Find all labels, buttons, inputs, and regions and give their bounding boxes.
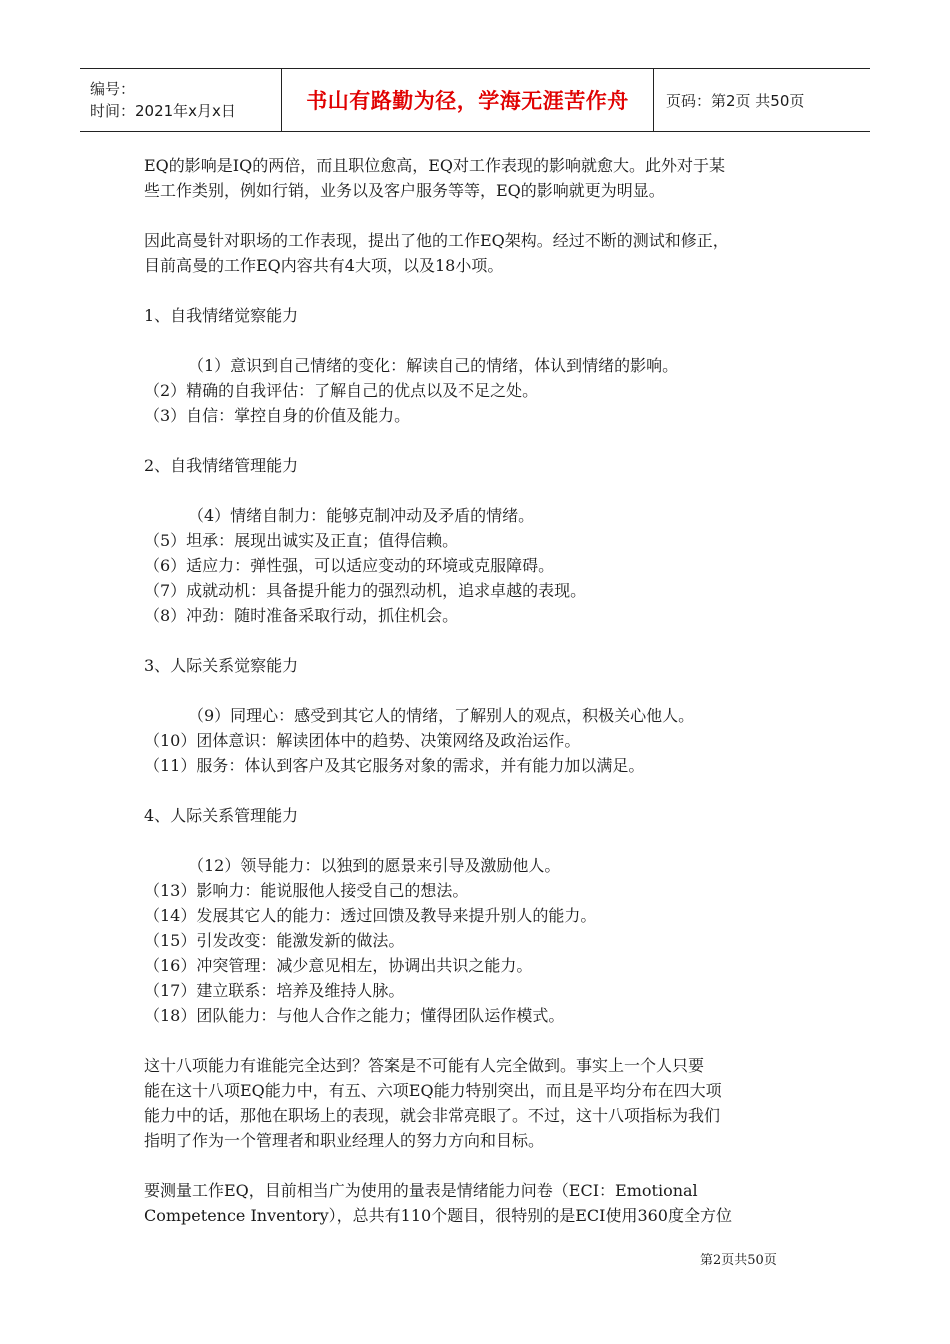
paragraph-line: 能力中的话，那他在职场上的表现，就会非常亮眼了。不过，这十八项指标为我们	[144, 1106, 721, 1125]
section-heading: 2、自我情绪管理能力	[144, 456, 299, 475]
section-heading: 1、自我情绪觉察能力	[144, 306, 299, 325]
paragraph-line: 要测量工作EQ，目前相当广为使用的量表是情绪能力问卷（ECI：Emotional	[144, 1181, 698, 1200]
list-item: （10）团体意识：解读团体中的趋势、决策网络及政治运作。	[144, 731, 581, 750]
paragraph-line: 这十八项能力有谁能完全达到？答案是不可能有人完全做到。事实上一个人只要	[144, 1056, 705, 1075]
list-item: （1）意识到自己情绪的变化：解读自己的情绪，体认到情绪的影响。	[188, 356, 679, 375]
list-item: （8）冲劲：随时准备采取行动，抓住机会。	[144, 606, 459, 625]
document-date: 时间：2021年x月x日	[90, 102, 236, 120]
list-item: （16）冲突管理：减少意见相左，协调出共识之能力。	[144, 956, 533, 975]
list-item: （17）建立联系：培养及维持人脉。	[144, 981, 405, 1000]
list-item: （3）自信：掌控自身的价值及能力。	[144, 406, 411, 425]
paragraph-line: 目前高曼的工作EQ内容共有4大项，以及18小项。	[144, 256, 504, 275]
section-heading: 4、人际关系管理能力	[144, 806, 299, 825]
list-item: （18）团队能力：与他人合作之能力；懂得团队运作模式。	[144, 1006, 565, 1025]
list-item: （12）领导能力：以独到的愿景来引导及激励他人。	[188, 856, 561, 875]
section-heading: 3、人际关系觉察能力	[144, 656, 299, 675]
list-item: （2）精确的自我评估：了解自己的优点以及不足之处。	[144, 381, 539, 400]
paragraph-line: 些工作类别，例如行销，业务以及客户服务等等，EQ的影响就更为明显。	[144, 181, 665, 200]
paragraph-line: 因此高曼针对职场的工作表现，提出了他的工作EQ架构。经过不断的测试和修正，	[144, 231, 729, 250]
list-item: （15）引发改变：能激发新的做法。	[144, 931, 405, 950]
list-item: （11）服务：体认到客户及其它服务对象的需求，并有能力加以满足。	[144, 756, 645, 775]
page-footer: 第2页共50页	[700, 1253, 777, 1268]
header-motto: 书山有路勤为径，学海无涯苦作舟	[306, 89, 629, 113]
paragraph-line: 指明了作为一个管理者和职业经理人的努力方向和目标。	[144, 1131, 545, 1150]
paragraph-line: EQ的影响是IQ的两倍，而且职位愈高，EQ对工作表现的影响就愈大。此外对于某	[144, 156, 726, 175]
list-item: （14）发展其它人的能力：透过回馈及教导来提升别人的能力。	[144, 906, 597, 925]
list-item: （13）影响力：能说服他人接受自己的想法。	[144, 881, 469, 900]
header-meta	[80, 69, 282, 131]
list-item: （5）坦承：展现出诚实及正直；值得信赖。	[144, 531, 459, 550]
list-item: （9）同理心：感受到其它人的情绪，了解别人的观点，积极关心他人。	[188, 706, 695, 725]
header-page-info: 页码：第2页 共50页	[666, 91, 805, 110]
document-body	[144, 153, 808, 1228]
page-header	[80, 68, 870, 132]
paragraph-line: Competence Inventory），总共有110个题目，很特别的是ECI使用360度全方位	[144, 1206, 732, 1225]
list-item: （6）适应力：弹性强，可以适应变动的环境或克服障碍。	[144, 556, 555, 575]
list-item: （4）情绪自制力：能够克制冲动及矛盾的情绪。	[188, 506, 535, 525]
paragraph-line: 能在这十八项EQ能力中，有五、六项EQ能力特别突出，而且是平均分布在四大项	[144, 1081, 722, 1100]
document-number: 编号：	[90, 80, 136, 98]
list-item: （7）成就动机：具备提升能力的强烈动机，追求卓越的表现。	[144, 581, 587, 600]
header-motto-cell	[282, 69, 654, 131]
